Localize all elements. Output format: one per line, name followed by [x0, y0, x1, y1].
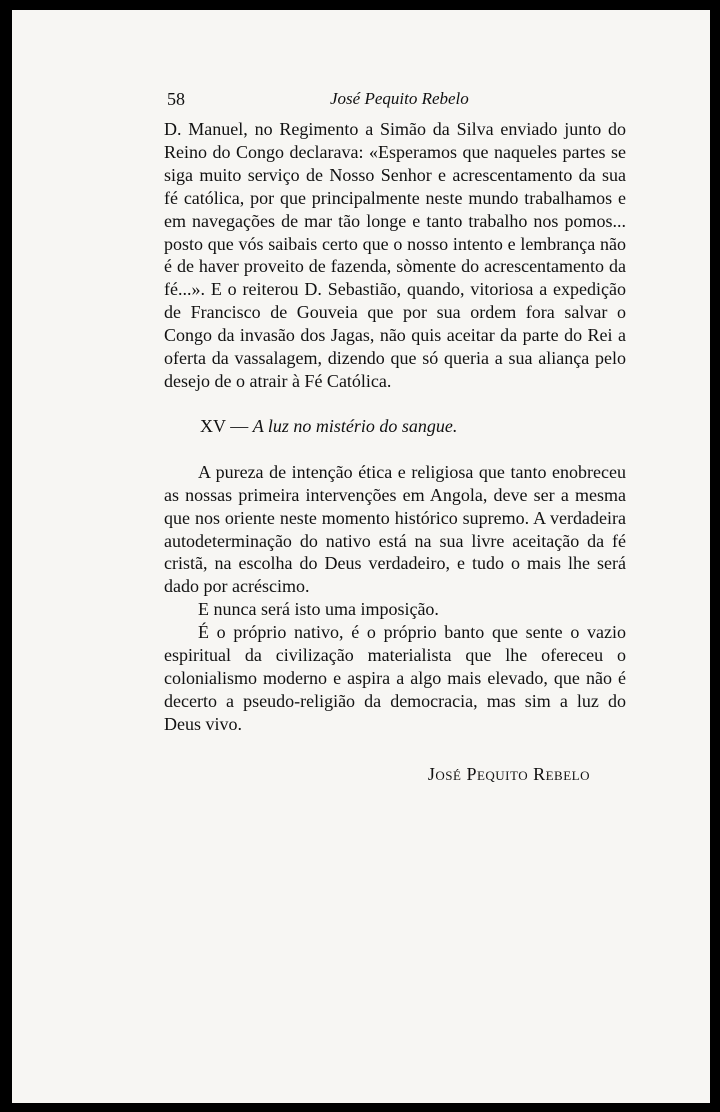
- paragraph: É o próprio nativo, é o próprio banto que sente o vazio espiritual da civilização materialista que lhe ofereceu o colonialismo moderno e aspira a algo mais elevado, que não é decerto a pseudo-religião da democracia, mas sim a luz do Deus vivo.: [164, 622, 626, 734]
- section-title: A luz no mistério do sangue.: [252, 415, 458, 436]
- page-number: 58: [167, 89, 185, 109]
- page-header: [164, 88, 626, 118]
- section-numeral: XV: [200, 415, 226, 436]
- section-heading: [164, 415, 626, 438]
- section-separator: —: [230, 415, 249, 436]
- running-title: José Pequito Rebelo: [330, 89, 469, 108]
- paragraph: D. Manuel, no Regimento a Simão da Silva enviado junto do Reino do Congo declarava: «Esperamos que naqueles partes se siga muito serviço de Nosso Senhor e acrescentamento da sua fé católica, por que principalmente neste mundo trabalhamos e em navegações de mar tão longe e tanto trabalho nos pomos... posto que vós saibais certo que o nosso intento e lembrança não é de haver proveito de fazenda, sòmente do acrescentamento da fé...». E o reiterou D. Sebastião, quando, vitoriosa a expedição de Francisco de Gouveia que por sua ordem fora salvar o Congo da invasão dos Jagas, não quis aceitar da parte do Rei a oferta da vassalagem, dizendo que só queria a sua aliança pelo desejo de o atrair à Fé Católica.: [164, 119, 626, 391]
- paragraph: E nunca será isto uma imposição.: [198, 599, 439, 620]
- author-signature: José Pequito Rebelo: [427, 763, 590, 784]
- paragraph: A pureza de intenção ética e religiosa que tanto enobreceu as nossas primeira intervenções em Angola, deve ser a mesma que nos oriente neste momento histórico supremo. A verdadeira autodeterminação do nativo está na sua livre aceitação da fé cristã, na escolha do Deus verdadeiro, e tudo o mais lhe será dado por acréscimo.: [164, 461, 626, 597]
- page-content: [164, 88, 626, 786]
